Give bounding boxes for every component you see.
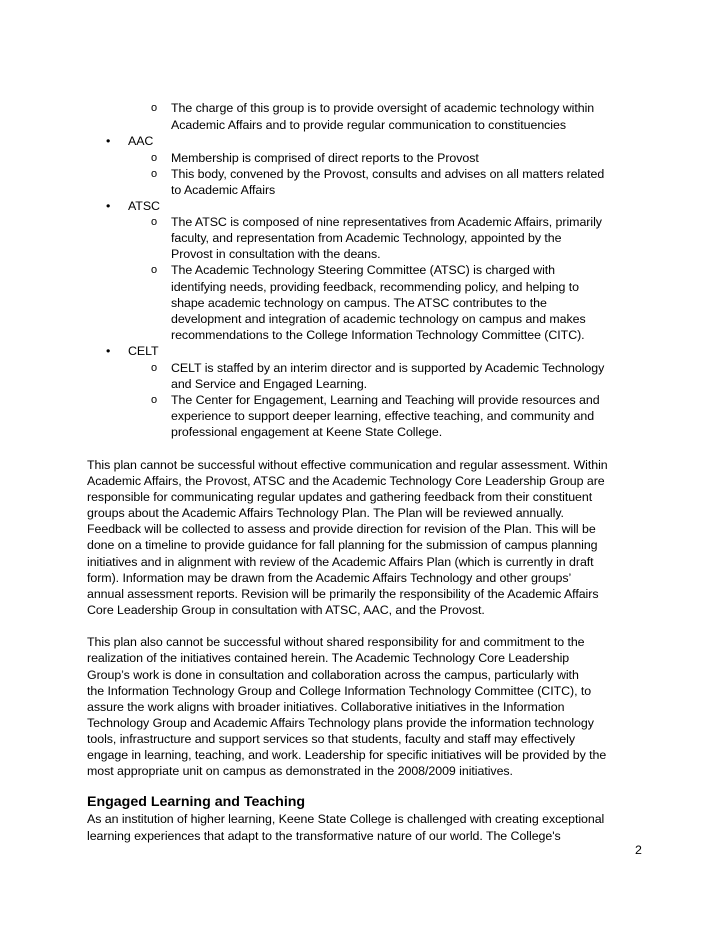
atsc-item-2-line-3: shape academic technology on campus. The ATSC contributes to the — [171, 296, 547, 310]
paragraph-1-line-10: Core Leadership Group in consultation with ATSC, AAC, and the Provost. — [87, 603, 485, 617]
intro-sub-line-2: Academic Affairs and to provide regular communication to constituencies — [171, 118, 566, 132]
celt-item-1-line-2: and Service and Engaged Learning. — [171, 377, 368, 391]
section-line-1: As an institution of higher learning, Keene State College is challenged with creating exceptional — [87, 812, 605, 826]
atsc-item-2-line-1: The Academic Technology Steering Committee (ATSC) is charged with — [171, 263, 556, 277]
sub-bullet-marker: o — [151, 168, 158, 180]
paragraph-2-line-1: This plan also cannot be successful without shared responsibility for and commitment to the — [87, 635, 585, 649]
sub-bullet-marker: o — [151, 264, 158, 276]
aac-item-2-line-1: This body, convened by the Provost, consults and advises on all matters related — [171, 167, 605, 181]
paragraph-1-line-5: Feedback will be collected to assess and provide direction for revision of the Plan. This will be — [87, 522, 596, 536]
sub-bullet-marker: o — [151, 394, 158, 406]
celt-item-2-line-2: experience to support deeper learning, effective teaching, and community and — [171, 409, 595, 423]
paragraph-1-line-9: annual assessment reports. Revision will be primarily the responsibility of the Academic Affairs — [87, 587, 599, 601]
paragraph-2-line-8: engage in learning, teaching, and work. Leadership for specific initiatives will be provided by the — [87, 748, 607, 762]
atsc-item-2-line-4: development and integration of academic technology on campus and makes — [171, 312, 586, 326]
bullet-marker: • — [106, 134, 111, 148]
atsc-label: ATSC — [128, 199, 160, 213]
aac-item-2-line-2: to Academic Affairs — [171, 183, 276, 197]
page-number: 2 — [635, 843, 642, 857]
bullet-marker: • — [106, 199, 111, 213]
paragraph-1-line-4: groups about the Academic Affairs Technology Plan. The Plan will be reviewed annually. — [87, 506, 564, 520]
atsc-item-2-line-2: identifying needs, providing feedback, recommending policy, and helping to — [171, 280, 579, 294]
sub-bullet-marker: o — [151, 362, 158, 374]
section-line-2: learning experiences that adapt to the transformative nature of our world. The College's — [87, 829, 561, 843]
paragraph-2-line-5: assure the work aligns with broader initiatives. Collaborative initiatives in the Information — [87, 700, 565, 714]
paragraph-1-line-6: done on a timeline to provide guidance for fall planning for the submission of campus planning — [87, 538, 598, 552]
sub-bullet-marker: o — [151, 216, 158, 228]
atsc-item-1-line-3: Provost in consultation with the deans. — [171, 247, 381, 261]
paragraph-2-line-6: Technology Group and Academic Affairs Technology plans provide the information technology — [87, 716, 594, 730]
atsc-item-1-line-2: faculty, and representation from Academic Technology, appointed by the — [171, 231, 562, 245]
paragraph-2-line-7: tools, infrastructure and support services so that students, faculty and staff may effectively — [87, 732, 575, 746]
celt-label: CELT — [128, 344, 159, 358]
atsc-item-1-line-1: The ATSC is composed of nine representatives from Academic Affairs, primarily — [171, 215, 602, 229]
paragraph-2-line-4: the Information Technology Group and College Information Technology Committee (CITC), to — [87, 684, 592, 698]
aac-label: AAC — [128, 134, 154, 148]
intro-sub-line-1: The charge of this group is to provide oversight of academic technology within — [171, 101, 595, 115]
paragraph-2-line-9: most appropriate unit on campus as demonstrated in the 2008/2009 initiatives. — [87, 764, 513, 778]
paragraph-2-line-2: realization of the initiatives contained herein. The Academic Technology Core Leadership — [87, 651, 570, 665]
section-heading: Engaged Learning and Teaching — [87, 794, 306, 810]
celt-item-2-line-3: professional engagement at Keene State College. — [171, 425, 443, 439]
sub-bullet-marker: o — [151, 152, 158, 164]
paragraph-1-line-7: initiatives and in alignment with review of the Academic Affairs Plan (which is currently in draft — [87, 555, 594, 569]
celt-item-2-line-1: The Center for Engagement, Learning and Teaching will provide resources and — [171, 393, 600, 407]
paragraph-1-line-3: responsible for communicating regular updates and gathering feedback from their constituent — [87, 490, 593, 504]
atsc-item-2-line-5: recommendations to the College Information Technology Committee (CITC). — [171, 328, 585, 342]
paragraph-1-line-1: This plan cannot be successful without effective communication and regular assessment. Within — [87, 458, 608, 472]
paragraph-1-line-2: Academic Affairs, the Provost, ATSC and the Academic Technology Core Leadership Group are — [87, 474, 605, 488]
sub-bullet-marker: o — [151, 102, 158, 114]
celt-item-1-line-1: CELT is staffed by an interim director and is supported by Academic Technology — [171, 361, 605, 375]
paragraph-2-line-3: Group’s work is done in consultation and collaboration across the campus, particularly with — [87, 668, 579, 682]
paragraph-1-line-8: form). Information may be drawn from the Academic Affairs Technology and other groups’ — [87, 571, 572, 585]
aac-item-1-line-1: Membership is comprised of direct reports to the Provost — [171, 151, 479, 165]
bullet-marker: • — [106, 344, 111, 358]
